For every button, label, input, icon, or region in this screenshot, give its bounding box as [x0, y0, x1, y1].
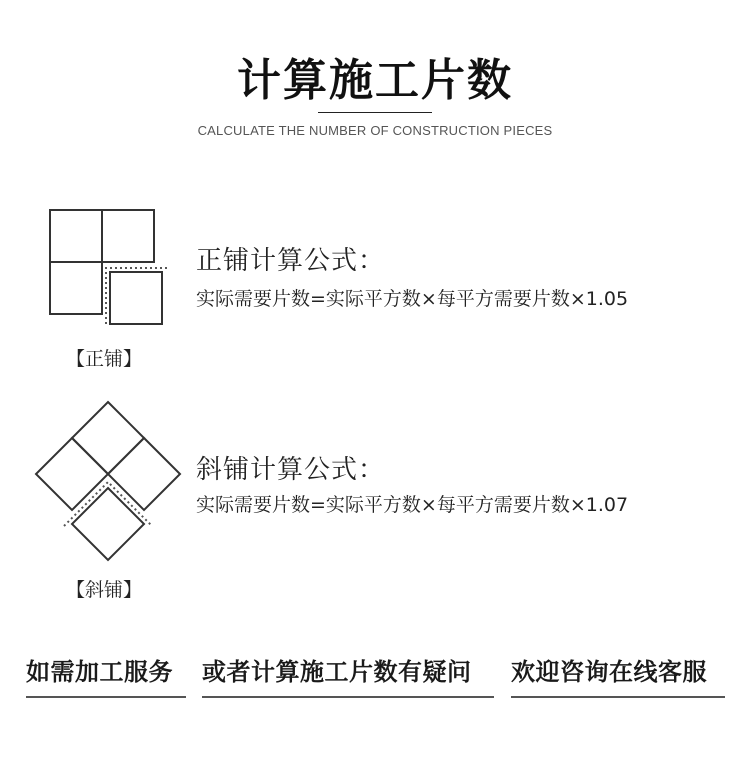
footer-item-questions — [202, 652, 494, 698]
tile-cut-piece — [110, 272, 162, 324]
tile-top — [72, 402, 144, 474]
diagonal-laying-diagram — [34, 400, 184, 564]
tile-bottom-left — [50, 262, 102, 314]
diagonal-formula: 实际需要片数=实际平方数×每平方需要片数×1.07 — [196, 494, 629, 516]
footer-item-processing — [26, 652, 186, 698]
page-title: 计算施工片数 — [237, 55, 513, 106]
straight-laying-caption: 【正铺】 — [66, 348, 143, 370]
footer-item-consult — [511, 652, 725, 698]
cut-line-dotted — [106, 268, 170, 324]
footer-text-consult: 欢迎咨询在线客服 — [511, 658, 707, 686]
diagonal-formula-title: 斜铺计算公式： — [196, 455, 386, 485]
footer-text-processing: 如需加工服务 — [26, 658, 173, 686]
page-subtitle: CALCULATE THE NUMBER OF CONSTRUCTION PIECES — [197, 123, 553, 138]
title-divider — [318, 112, 432, 113]
straight-laying-diagram — [44, 204, 174, 330]
diagonal-laying-caption: 【斜铺】 — [66, 579, 143, 601]
footer-text-questions: 或者计算施工片数有疑问 — [202, 658, 472, 686]
footer-underline — [511, 696, 725, 698]
tile-top-left — [50, 210, 102, 262]
tile-top-right — [102, 210, 154, 262]
footer-underline — [26, 696, 186, 698]
footer-underline — [202, 696, 494, 698]
straight-formula-title: 正铺计算公式： — [196, 246, 386, 276]
straight-formula: 实际需要片数=实际平方数×每平方需要片数×1.05 — [196, 288, 629, 310]
